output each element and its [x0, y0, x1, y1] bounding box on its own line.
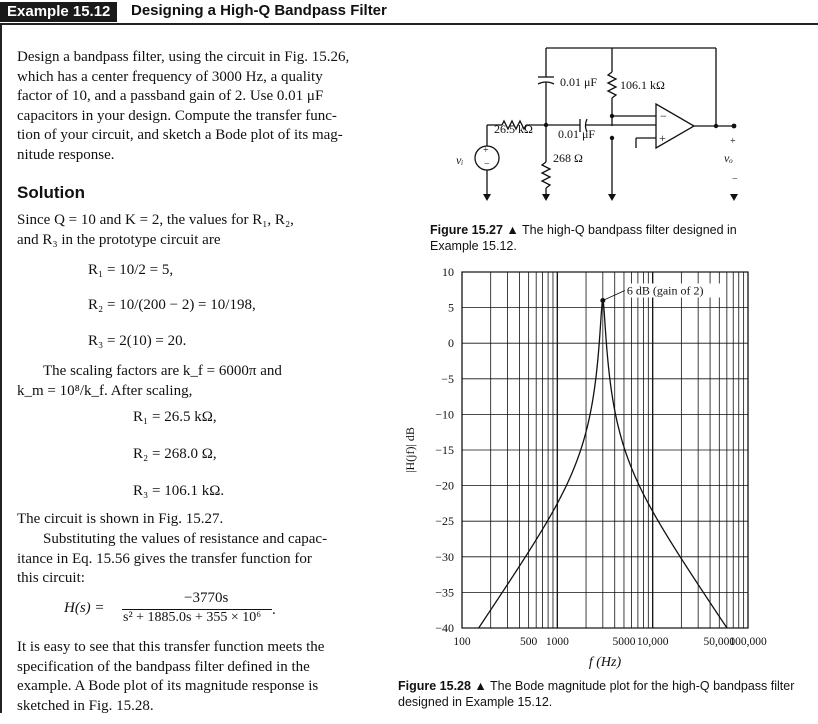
y-tick-label: −25 — [435, 514, 454, 529]
problem-line: nitude response. — [17, 146, 115, 163]
x-tick-label: 100 — [453, 636, 471, 648]
y-axis-label: |H(jf)| dB — [403, 427, 417, 473]
problem-statement — [17, 48, 357, 165]
problem-line: Design a bandpass filter, using the circuit in Fig. 15.26, — [17, 49, 350, 65]
prototype-r1: R₁ = 10/2 = 5, — [88, 262, 174, 278]
circuit-reference: The circuit is shown in Fig. 15.27. — [17, 511, 224, 527]
figure-15-28-text2: designed in Example 15.12. — [398, 695, 553, 709]
vi-plus: + — [483, 145, 489, 156]
tf-denominator: s² + 1885.0s + 355 × 10⁶ — [123, 610, 262, 625]
figure-15-28-caption: Figure 15.28 ▲ The Bode magnitude plot for the high-Q bandpass filter designed in Example 15.12. — [398, 679, 795, 709]
tf-numerator: −3770s — [184, 590, 229, 606]
opamp-plus-label: + — [659, 131, 666, 145]
problem-line: capacitors in your design. Compute the transfer func- — [17, 107, 337, 124]
example-title: Designing a High-Q Bandpass Filter — [131, 2, 387, 19]
x-tick-label: 5000 — [612, 636, 636, 648]
solution-intro — [17, 211, 357, 250]
solution-heading: Solution — [17, 183, 85, 202]
example-number-badge: Example 15.12 — [0, 2, 117, 22]
bandpass-circuit-diagram — [440, 36, 750, 216]
annotation-leader — [603, 290, 625, 300]
prototype-r2: R₂ = 10/(200 − 2) = 10/198, — [88, 297, 256, 313]
scaled-r3: R₃ = 106.1 kΩ. — [133, 483, 225, 499]
x-tick-label: 50,000 — [703, 636, 736, 648]
y-tick-label: 5 — [448, 300, 454, 315]
y-tick-label: 0 — [448, 336, 454, 351]
scaling-line: The scaling factors are k_f = 6000π and — [43, 363, 282, 379]
figure-15-28-text: The Bode magnitude plot for the high-Q bandpass filter — [490, 679, 795, 693]
y-tick-label: −5 — [441, 371, 454, 386]
scaled-r2: R₂ = 268.0 Ω, — [133, 446, 217, 462]
problem-line: which has a center frequency of 3000 Hz, a quality — [17, 68, 323, 85]
vi-minus: − — [484, 159, 490, 170]
x-tick-labels — [453, 636, 767, 648]
vo-plus: + — [730, 136, 736, 147]
y-tick-labels — [435, 265, 454, 635]
vo-label: vₒ — [724, 151, 733, 165]
x-tick-label: 10,000 — [636, 636, 669, 648]
conclusion-line: sketched in Fig. 15.28. — [17, 697, 154, 714]
conclusion-line: specification of the bandpass filter defined in the — [17, 658, 310, 675]
left-rule — [0, 23, 2, 713]
r3-label: 106.1 kΩ — [620, 78, 665, 92]
problem-line: factor of 10, and a passband gain of 2. Use 0.01 μF — [17, 88, 324, 104]
vo-minus: − — [732, 174, 738, 185]
conclusion-line: example. A Bode plot of its magnitude response is — [17, 678, 319, 694]
scaled-r1: R₁ = 26.5 kΩ, — [133, 409, 217, 425]
r1-label: 26.5 kΩ — [494, 122, 533, 136]
x-tick-label: 100,000 — [729, 636, 767, 648]
conclusion-line: It is easy to see that this transfer function meets the — [17, 639, 325, 655]
figure-15-27-caption: Figure 15.27 ▲ The high-Q bandpass filter designed in Example 15.12. — [430, 223, 737, 253]
y-tick-label: 10 — [442, 265, 454, 279]
opamp-minus-label: − — [660, 109, 667, 123]
x-axis-label: f (Hz) — [588, 655, 622, 670]
conclusion-text — [17, 638, 357, 716]
figure-15-28-label: Figure 15.28 — [398, 679, 471, 693]
y-tick-label: −10 — [435, 407, 454, 422]
figure-15-27-text2: Example 15.12. — [430, 239, 517, 253]
prototype-r3: R₃ = 2(10) = 20. — [88, 333, 187, 349]
figure-15-27-label: Figure 15.27 — [430, 223, 503, 237]
x-tick-label: 500 — [520, 636, 538, 648]
c1-label: 0.01 μF — [560, 75, 598, 89]
substitution-text — [17, 530, 357, 589]
r2-label: 268 Ω — [553, 151, 583, 165]
y-tick-label: −20 — [435, 478, 454, 493]
vi-label: vᵢ — [456, 153, 464, 167]
problem-line: tion of your circuit, and sketch a Bode plot of its mag- — [17, 127, 343, 143]
tf-lhs: H(s) = — [64, 600, 105, 616]
y-tick-label: −40 — [435, 621, 454, 635]
scaling-text — [17, 362, 357, 401]
y-tick-label: −35 — [435, 585, 454, 600]
y-tick-label: −15 — [435, 443, 454, 457]
x-tick-label: 1000 — [545, 636, 569, 648]
solution-line: and R₃ in the prototype circuit are — [17, 231, 221, 248]
tf-period: . — [272, 602, 276, 618]
solution-line: Since Q = 10 and K = 2, the values for R₁, R₂, — [17, 212, 294, 228]
y-tick-label: −30 — [435, 549, 454, 564]
c2-label: 0.01 μF — [558, 127, 596, 141]
subst-line: this circuit: — [17, 570, 85, 586]
header-rule — [0, 23, 818, 25]
subst-line: itance in Eq. 15.56 gives the transfer function for — [17, 550, 312, 567]
figure-15-27-text: The high-Q bandpass filter designed in — [522, 223, 737, 237]
subst-line: Substituting the values of resistance and capac- — [43, 531, 328, 547]
bode-magnitude-plot — [392, 262, 812, 670]
scaling-line: k_m = 10⁸/k_f. After scaling, — [17, 382, 193, 399]
gain-annotation: 6 dB (gain of 2) — [626, 283, 704, 298]
